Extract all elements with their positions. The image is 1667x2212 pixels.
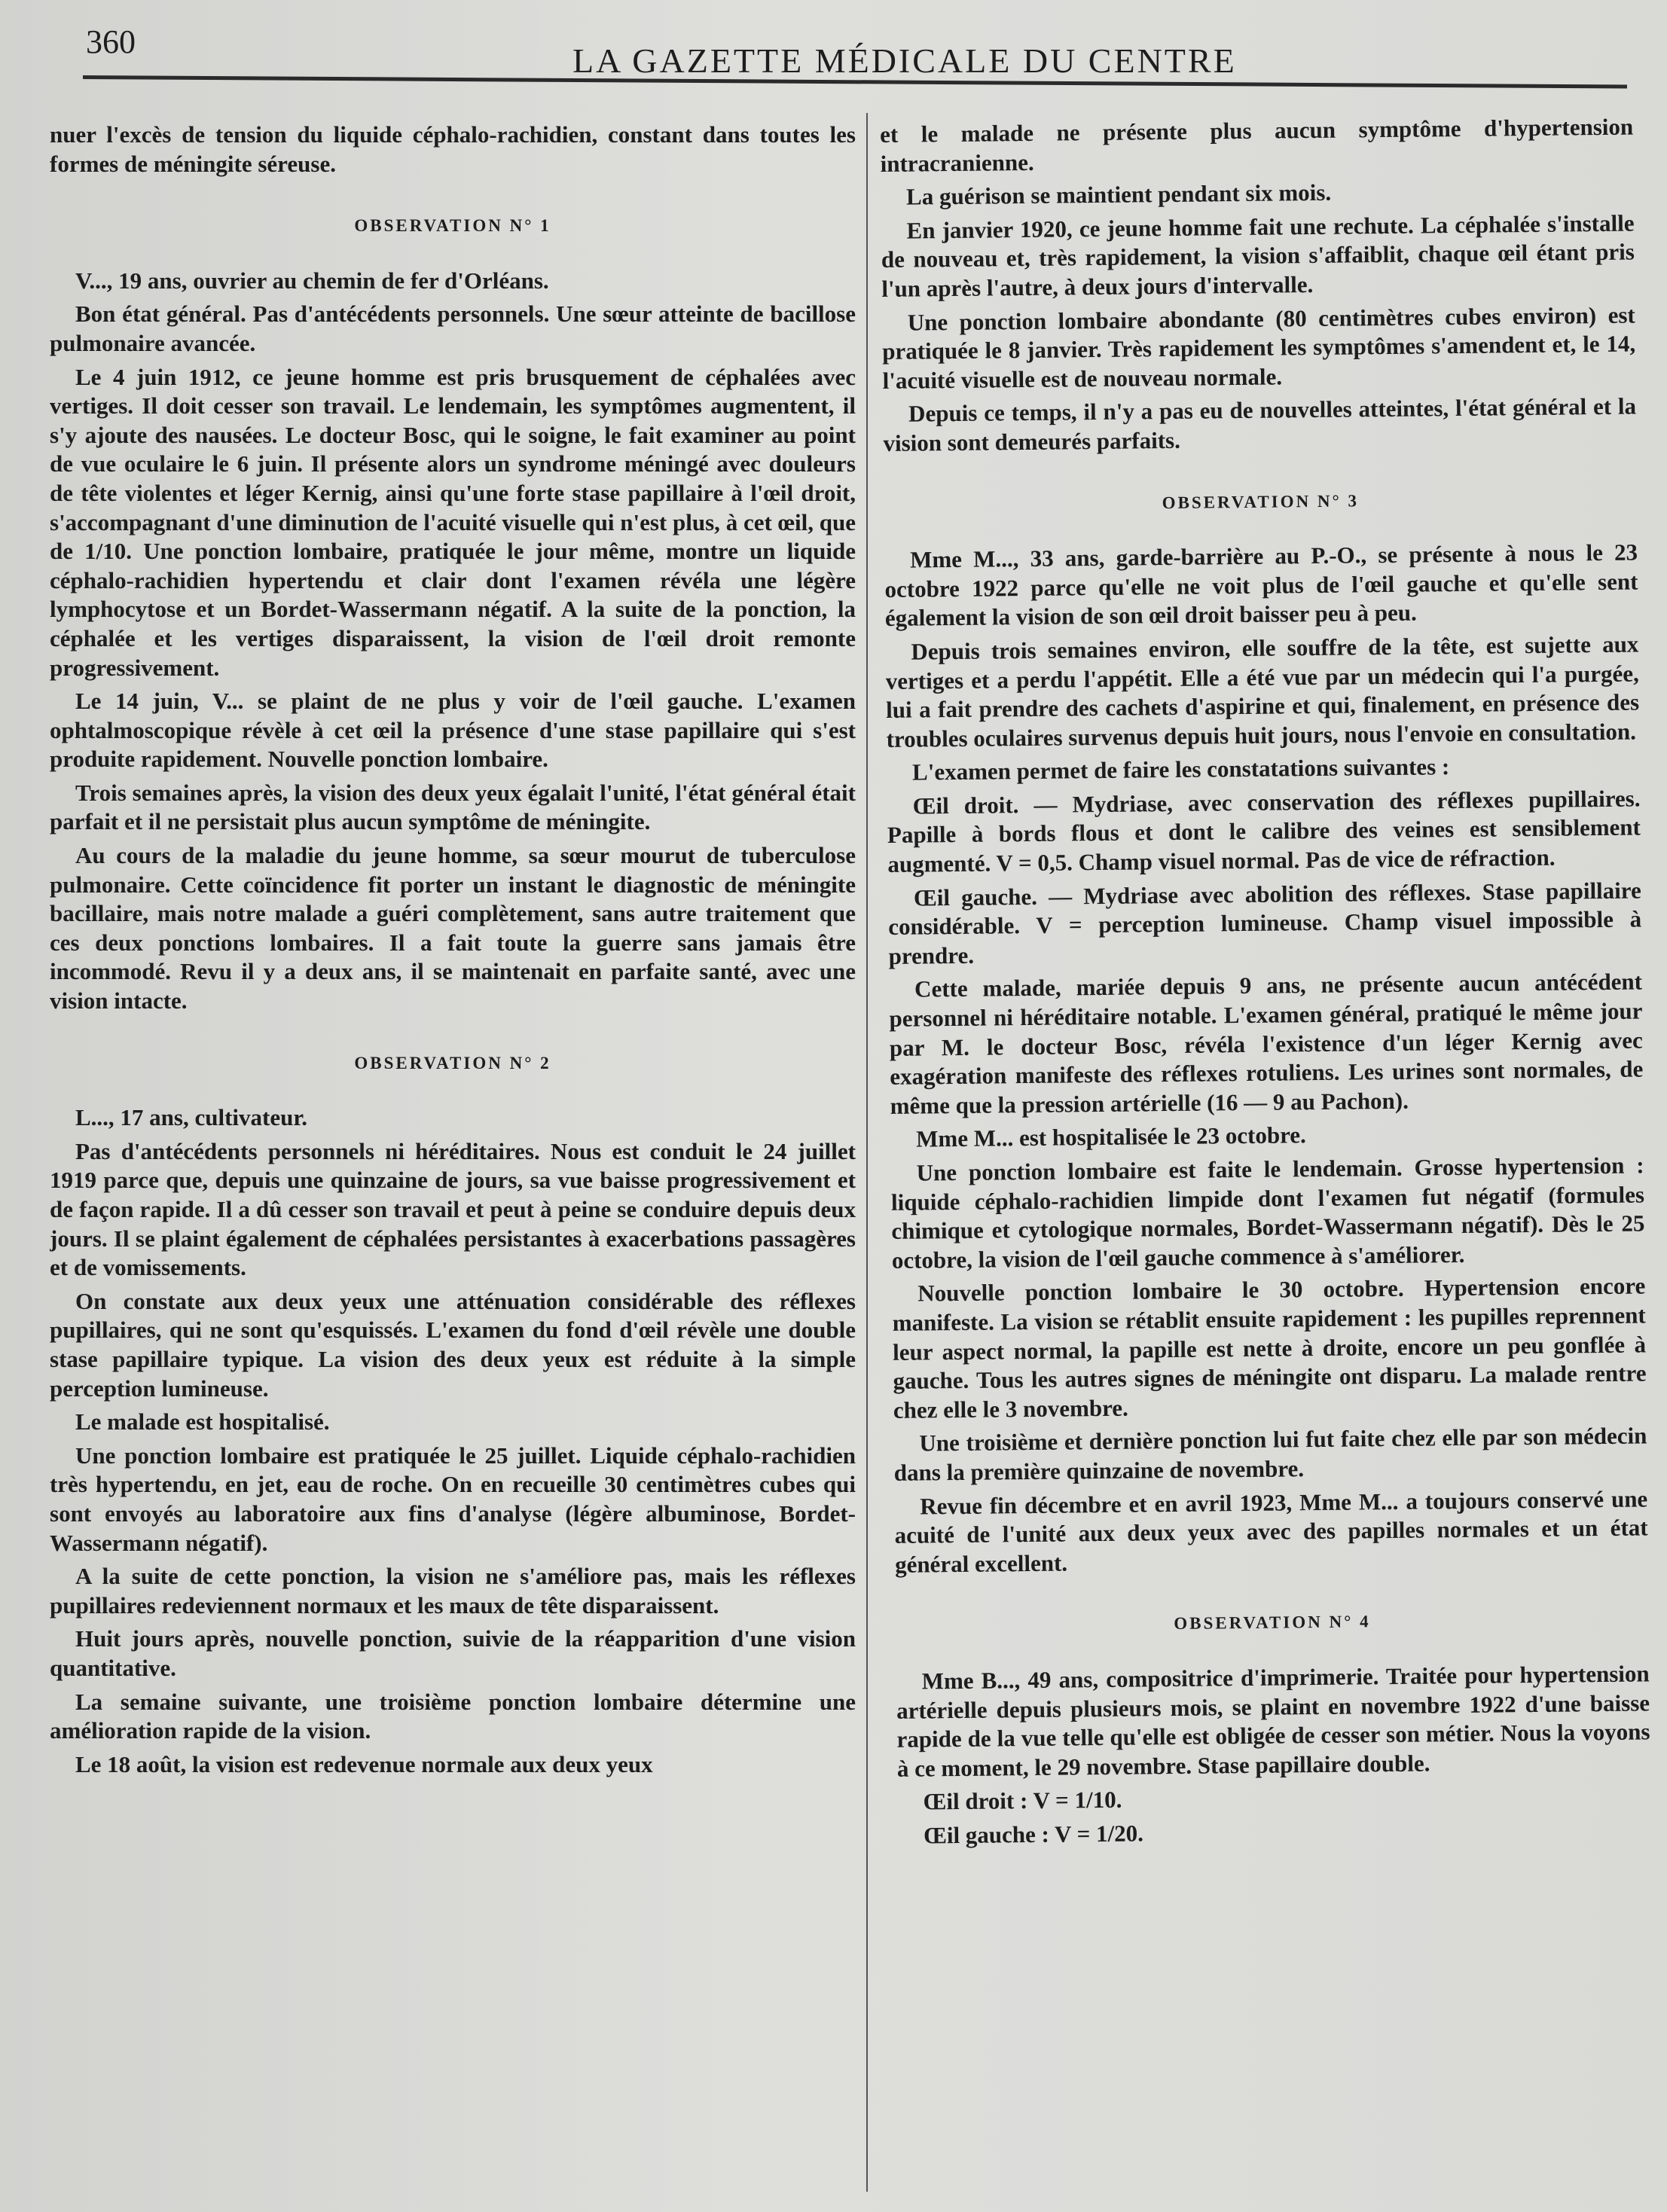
paragraph: V..., 19 ans, ouvrier au chemin de fer d'Orléans. [75,267,549,294]
paragraph: Pas d'antécédents personnels ni héréditaires. Nous est conduit le 24 juillet 1919 parce que, depuis une quinzaine de jours, sa vue baisse progressivement et de façon rapide. Il a dû cesser son travail et peut à peine se conduire depuis deux jours. Il se plaint également de céphalées persistantes à exacerbations passagères et de vomissements. [50,1137,856,1281]
observation-heading: OBSERVATION N° 1 [354,216,551,236]
paragraph: Cette malade, mariée depuis 9 ans, ne présente aucun antécédent personnel ni héréditaire notable. L'examen général, pratiqué le même jour par M. le docteur Bosc, révéla l'existence d'un léger Kernig avec exagération manifeste des réflexes rotuliens. Les urines sont normales, de même que la pression artérielle (16 — 9 au Pachon). [889,968,1644,1119]
page-number: 360 [86,23,136,60]
paragraph: Au cours de la maladie du jeune homme, sa sœur mourut de tuberculose pulmonaire. Cette coïncidence fit porter un instant le diagnostic de méningite bacillaire, mais notre malade a guéri complètement, sans autre traitement que ces deux ponctions lombaires. Il a fait toute la guerre sans jamais être incommodé. Revu il y a deux ans, il se maintenait en parfaite santé, avec une vision intacte. [50,842,856,1014]
paragraph: Le 14 juin, V... se plaint de ne plus y voir de l'œil gauche. L'examen ophtalmoscopique révèle à cet œil la présence d'une stase papillaire qui s'est produite rapidement. Nouvelle ponction lombaire. [50,688,856,773]
column-divider [866,113,868,2192]
paragraph: La semaine suivante, une troisième ponction lombaire détermine une amélioration rapide de la vision. [50,1688,856,1744]
paragraph: Le malade est hospitalisé. [75,1408,330,1436]
paragraph: Œil gauche : V = 1/20. [923,1820,1144,1849]
observation-heading: OBSERVATION N° 2 [354,1053,551,1072]
page-header [83,15,1627,80]
journal-title: LA GAZETTE MÉDICALE DU CENTRE [572,41,1237,80]
observation-heading: OBSERVATION N° 3 [1162,490,1360,512]
paragraph: Le 4 juin 1912, ce jeune homme est pris brusquement de céphalées avec vertiges. Il doit cesser son travail. Le lendemain, les symptômes augmentent, il s'y ajoute des nausées. Le docteur Bosc, qui le soigne, le fait examiner au point de vue oculaire le 6 juin. Il présente alors un syndrome méningé avec douleurs de tête violentes et léger Kernig, ainsi qu'une forte stase papillaire à l'œil droit, s'accompagnant d'une diminution de l'acuité visuelle qui n'est plus, à cet œil, que de 1/10. Une ponction lombaire, pratiquée le jour même, montre un liquide céphalo-rachidien hypertendu et clair dont l'examen révéla une légère lymphocytose et un Bordet-Wassermann négatif. A la suite de la ponction, la céphalée et les vertiges disparaissent, la vision de l'œil droit remonte progressivement. [50,363,856,681]
paragraph: Trois semaines après, la vision des deux yeux égalait l'unité, l'état général était parfait et il ne persistait plus aucun symptôme de méningite. [50,779,856,835]
paragraph: Mme M..., 33 ans, garde-barrière au P.-O., se présente à nous le 23 octobre 1922 parce qu'elle ne voit plus de l'œil gauche et qu'elle sent également la vision de son œil droit baisser peu à peu. [884,539,1638,632]
paragraph: En janvier 1920, ce jeune homme fait une rechute. La céphalée s'installe de nouveau et, très rapidement, la vision s'affaiblit, chaque œil étant pris l'un après l'autre, à deux jours d'intervalle. [881,209,1635,302]
paragraph: Œil droit. — Mydriase, avec conservation des réflexes pupillaires. Papille à bords flous et dont le calibre des veines est sensiblement augmenté. V = 0,5. Champ visuel normal. Pas de vice de réfraction. [887,785,1641,878]
paragraph: L'examen permet de faire les constatations suivantes : [911,753,1450,786]
paragraph: A la suite de cette ponction, la vision ne s'améliore pas, mais les réflexes pupillaires redeviennent normaux et les maux de tête disparaissent. [50,1563,856,1619]
paragraph: Une troisième et dernière ponction lui fut faite chez elle par son médecin dans la première quinzaine de novembre. [893,1422,1647,1486]
paragraph: On constate aux deux yeux une atténuation considérable des réflexes pupillaires, qui ne sont qu'esquissés. L'examen du fond d'œil révèle une double stase papillaire typique. La vision des deux yeux est réduite à la simple perception lumineuse. [50,1287,856,1402]
paragraph: Bon état général. Pas d'antécédents personnels. Une sœur atteinte de bacillose pulmonaire avancée. [50,301,856,356]
left-column [50,121,856,2184]
paragraph: Le 18 août, la vision est redevenue normale aux deux yeux [75,1750,653,1777]
paragraph: Mme B..., 49 ans, compositrice d'imprimerie. Traitée pour hypertension artérielle depuis plusieurs mois, se plaint en novembre 1922 d'une baisse rapide de la vue telle qu'elle est obligée de cesser son métier. Nous la voyons à ce moment, le 29 novembre. Stase papillaire double. [896,1660,1650,1782]
paragraph: Huit jours après, nouvelle ponction, suivie de la réapparition d'une vision quantitative. [50,1625,856,1681]
observation-heading: OBSERVATION N° 4 [1174,1612,1371,1634]
paragraph: Depuis ce temps, il n'y a pas eu de nouvelles atteintes, l'état général et la vision sont demeurés parfaits. [883,392,1637,456]
paragraph: L..., 17 ans, cultivateur. [75,1104,308,1131]
paragraph: nuer l'excès de tension du liquide céphalo-rachidien, constant dans toutes les formes de méningite séreuse. [50,121,856,177]
paragraph: et le malade ne présente plus aucun symptôme d'hypertension intracranienne. [880,113,1634,177]
paragraph: Œil gauche. — Mydriase avec abolition des réflexes. Stase papillaire considérable. V = perception lumineuse. Champ visuel impossible à prendre. [888,877,1642,969]
paragraph: Une ponction lombaire abondante (80 centimètres cubes environ) est pratiquée le 8 janvier. Très rapidement les symptômes s'amendent et, le 14, l'acuité visuelle est de nouveau normale. [882,301,1636,394]
paragraph: Une ponction lombaire est pratiquée le 25 juillet. Liquide céphalo-rachidien très hypertendu, en jet, eau de roche. On en recueille 30 centimètres cubes qui sont envoyés au laboratoire aux fins d'analyse (légère albuminose, Bordet-Wassermann négatif). [50,1442,856,1556]
paragraph: La guérison se maintient pendant six mois. [905,178,1332,210]
paragraph: Depuis trois semaines environ, elle souffre de la tête, est sujette aux vertiges et a perdu l'appétit. Elle a été vue par un médecin qui l'a purgée, lui a fait prendre des cachets d'aspirine et qui, finalement, en présence des troubles oculaires survenus depuis huit jours, nous l'envoie en consultation. [885,630,1640,752]
paragraph: Nouvelle ponction lombaire le 30 octobre. Hypertension encore manifeste. La vision se rétablit ensuite rapidement : les pupilles reprennent leur aspect normal, la papille est nette à droite, encore un peu gonflée à gauche. Tous les autres signes de méningite ont disparu. La malade rentre chez elle le 3 novembre. [892,1272,1647,1423]
paragraph: Une ponction lombaire est faite le lendemain. Grosse hypertension : liquide céphalo-rachidien limpide dont l'examen fut négatif (formules chimique et cytologique normales, Bordet-Wassermann négatif). Dès le 25 octobre, la vision de l'œil gauche commence à s'améliorer. [890,1152,1645,1274]
paragraph: Revue fin décembre et en avril 1923, Mme M... a toujours conservé une acuité de l'unité aux deux yeux avec des papilles normales et un état général excellent. [894,1484,1648,1578]
paragraph: Mme M... est hospitalisée le 23 octobre. [915,1121,1307,1152]
right-column [880,113,1655,2184]
paragraph: Œil droit : V = 1/10. [923,1786,1122,1815]
